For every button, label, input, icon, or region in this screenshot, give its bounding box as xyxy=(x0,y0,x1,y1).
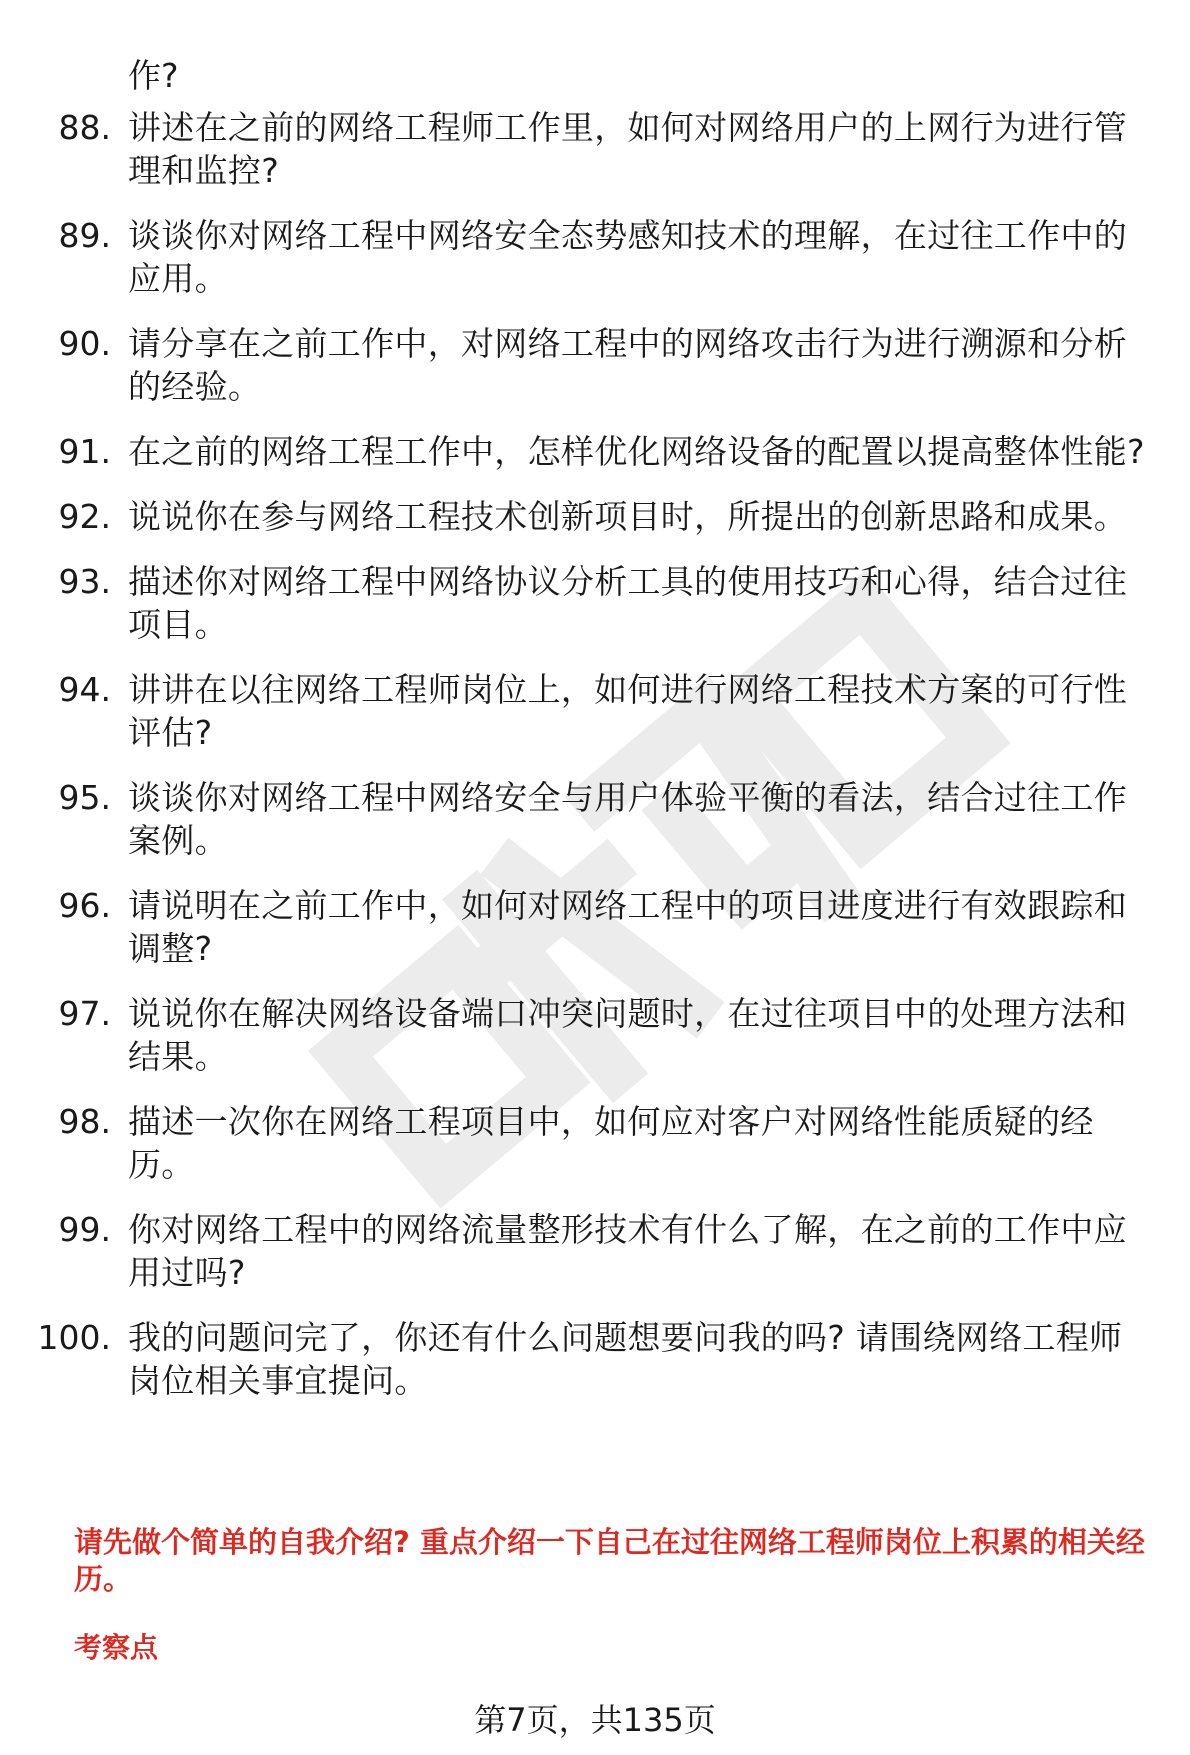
question-text: 你对网络工程中的网络流量整形技术有什么了解，在之前的工作中应用过吗? xyxy=(128,1210,1127,1292)
question-item xyxy=(0,884,1190,970)
question-text: 说说你在解决网络设备端口冲突问题时，在过往项目中的处理方法和结果。 xyxy=(128,994,1127,1076)
question-number: 88. xyxy=(58,108,111,147)
question-text: 我的问题问完了，你还有什么问题想要问我的吗? 请围绕网络工程师岗位相关事宜提问。 xyxy=(128,1318,1123,1400)
question-text: 讲述在之前的网络工程师工作里，如何对网络用户的上网行为进行管理和监控? xyxy=(128,108,1127,190)
question-item xyxy=(0,776,1190,862)
question-text: 请说明在之前工作中，如何对网络工程中的项目进度进行有效跟踪和调整? xyxy=(128,886,1127,968)
question-number: 92. xyxy=(58,497,111,536)
question-number: 93. xyxy=(58,562,111,601)
question-item xyxy=(0,992,1190,1078)
question-number: 90. xyxy=(58,324,111,363)
question-item xyxy=(0,214,1190,300)
question-number: 97. xyxy=(58,994,111,1033)
question-item xyxy=(0,430,1190,473)
question-item xyxy=(0,495,1190,538)
continued-question-text: 作? xyxy=(128,56,179,95)
question-text: 讲讲在以往网络工程师岗位上，如何进行网络工程技术方案的可行性评估? xyxy=(128,670,1127,752)
question-item xyxy=(0,322,1190,408)
question-item xyxy=(0,106,1190,192)
question-number: 100. xyxy=(37,1318,111,1357)
question-text: 在之前的网络工程工作中，怎样优化网络设备的配置以提高整体性能? xyxy=(128,432,1145,471)
question-item xyxy=(0,668,1190,754)
question-number: 96. xyxy=(58,886,111,925)
question-number: 89. xyxy=(58,216,111,255)
question-item xyxy=(0,560,1190,646)
question-text: 描述一次你在网络工程项目中，如何应对客户对网络性能质疑的经历。 xyxy=(128,1102,1094,1184)
question-item xyxy=(0,1208,1190,1294)
question-item xyxy=(0,1316,1190,1402)
highlighted-question: 请先做个简单的自我介绍? 重点介绍一下自己在过往网络工程师岗位上积累的相关经历。 xyxy=(74,1525,1145,1596)
question-text: 描述你对网络工程中网络协议分析工具的使用技巧和心得，结合过往项目。 xyxy=(128,562,1127,644)
question-number: 98. xyxy=(58,1102,111,1141)
question-text: 谈谈你对网络工程中网络安全态势感知技术的理解，在过往工作中的应用。 xyxy=(128,216,1127,298)
question-text: 请分享在之前工作中，对网络工程中的网络攻击行为进行溯源和分析的经验。 xyxy=(128,324,1127,406)
question-number: 95. xyxy=(58,778,111,817)
question-number: 91. xyxy=(58,432,111,471)
page-footer: 第7页，共135页 xyxy=(474,1701,716,1739)
question-number: 94. xyxy=(58,670,111,709)
question-list xyxy=(0,106,1190,1424)
question-text: 谈谈你对网络工程中网络安全与用户体验平衡的看法，结合过往工作案例。 xyxy=(128,778,1127,860)
question-number: 99. xyxy=(58,1210,111,1249)
section-label: 考察点 xyxy=(74,1631,159,1664)
question-text: 说说你在参与网络工程技术创新项目时，所提出的创新思路和成果。 xyxy=(128,497,1127,536)
question-item xyxy=(0,1100,1190,1186)
